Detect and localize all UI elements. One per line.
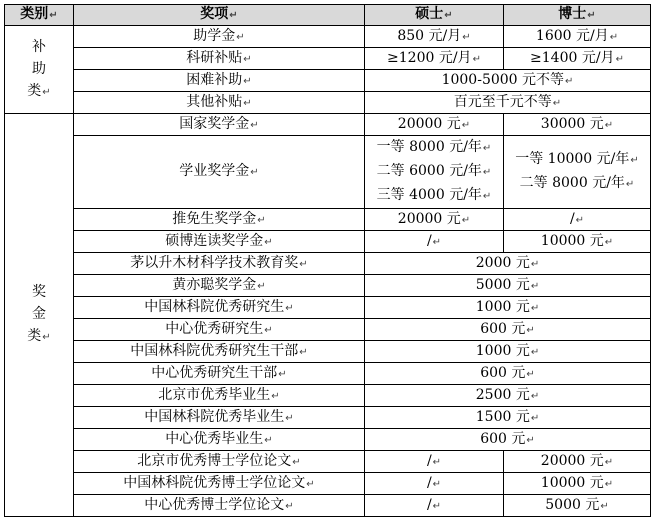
table-row bbox=[5, 407, 651, 429]
item-cell: 科研补贴↵ bbox=[74, 48, 365, 70]
doctor-cell: 30000 元↵ bbox=[504, 114, 651, 136]
merged-cell: 1500 元↵ bbox=[365, 407, 651, 429]
item-cell: 困难补助↵ bbox=[74, 70, 365, 92]
merged-cell: 百元至千元不等↵ bbox=[365, 92, 651, 114]
table-row bbox=[5, 385, 651, 407]
merged-cell: 1000 元↵ bbox=[365, 297, 651, 319]
item-cell: 学业奖学金↵ bbox=[74, 136, 365, 209]
category-subsidy: 补 助 类↵ bbox=[5, 26, 74, 114]
merged-cell: 600 元↵ bbox=[365, 363, 651, 385]
item-cell: 国家奖学金↵ bbox=[74, 114, 365, 136]
table-row bbox=[5, 26, 651, 48]
item-cell: 中心优秀毕业生↵ bbox=[74, 429, 365, 451]
doctor-cell: 10000 元↵ bbox=[504, 473, 651, 495]
item-cell: 中心优秀研究生↵ bbox=[74, 319, 365, 341]
table-row bbox=[5, 136, 651, 209]
item-cell: 茅以升木材科学技术教育奖↵ bbox=[74, 253, 365, 275]
item-cell: 助学金↵ bbox=[74, 26, 365, 48]
table-row bbox=[5, 114, 651, 136]
table-row bbox=[5, 231, 651, 253]
merged-cell: 600 元↵ bbox=[365, 429, 651, 451]
header-master: 硕士↵ bbox=[365, 5, 504, 26]
item-cell: 北京市优秀毕业生↵ bbox=[74, 385, 365, 407]
header-item: 奖项↵ bbox=[74, 5, 365, 26]
table-row bbox=[5, 363, 651, 385]
doctor-cell: 20000 元↵ bbox=[504, 451, 651, 473]
doctor-cell: 5000 元↵ bbox=[504, 495, 651, 517]
item-cell: 黄亦聪奖学金↵ bbox=[74, 275, 365, 297]
item-cell: 中国林科院优秀研究生↵ bbox=[74, 297, 365, 319]
merged-cell: 1000-5000 元不等↵ bbox=[365, 70, 651, 92]
master-cell: 一等 8000 元/年↵ 二等 6000 元/年↵ 三等 4000 元/年↵ bbox=[365, 136, 504, 209]
master-cell: 20000 元↵ bbox=[365, 209, 504, 231]
table-row bbox=[5, 92, 651, 114]
merged-cell: 1000 元↵ bbox=[365, 341, 651, 363]
table-row bbox=[5, 319, 651, 341]
master-cell: ≥1200 元/月↵ bbox=[365, 48, 504, 70]
table-row bbox=[5, 253, 651, 275]
master-cell: /↵ bbox=[365, 473, 504, 495]
doctor-cell: 一等 10000 元/年↵ 二等 8000 元/年↵ bbox=[504, 136, 651, 209]
merged-cell: 2500 元↵ bbox=[365, 385, 651, 407]
table-row bbox=[5, 429, 651, 451]
table-row bbox=[5, 209, 651, 231]
scholarship-table bbox=[4, 4, 651, 517]
doctor-cell: ≥1400 元/月↵ bbox=[504, 48, 651, 70]
master-cell: 850 元/月↵ bbox=[365, 26, 504, 48]
table-row bbox=[5, 451, 651, 473]
master-cell: /↵ bbox=[365, 495, 504, 517]
doctor-cell: 1600 元/月↵ bbox=[504, 26, 651, 48]
table-row bbox=[5, 473, 651, 495]
item-cell: 中国林科院优秀博士学位论文↵ bbox=[74, 473, 365, 495]
header-category: 类别↵ bbox=[5, 5, 74, 26]
category-awards: 奖 金 类↵ bbox=[5, 114, 74, 517]
header-doctor: 博士↵ bbox=[504, 5, 651, 26]
header-row bbox=[5, 5, 651, 26]
item-cell: 硕博连读奖学金↵ bbox=[74, 231, 365, 253]
item-cell: 北京市优秀博士学位论文↵ bbox=[74, 451, 365, 473]
table-row bbox=[5, 297, 651, 319]
item-cell: 中国林科院优秀毕业生↵ bbox=[74, 407, 365, 429]
table-row bbox=[5, 495, 651, 517]
master-cell: /↵ bbox=[365, 451, 504, 473]
doctor-cell: 10000 元↵ bbox=[504, 231, 651, 253]
doctor-cell: /↵ bbox=[504, 209, 651, 231]
table-row bbox=[5, 48, 651, 70]
merged-cell: 2000 元↵ bbox=[365, 253, 651, 275]
table-row bbox=[5, 341, 651, 363]
item-cell: 中国林科院优秀研究生干部↵ bbox=[74, 341, 365, 363]
table-row bbox=[5, 275, 651, 297]
item-cell: 其他补贴↵ bbox=[74, 92, 365, 114]
table-row bbox=[5, 70, 651, 92]
merged-cell: 600 元↵ bbox=[365, 319, 651, 341]
master-cell: 20000 元↵ bbox=[365, 114, 504, 136]
merged-cell: 5000 元↵ bbox=[365, 275, 651, 297]
master-cell: /↵ bbox=[365, 231, 504, 253]
item-cell: 推免生奖学金↵ bbox=[74, 209, 365, 231]
item-cell: 中心优秀研究生干部↵ bbox=[74, 363, 365, 385]
item-cell: 中心优秀博士学位论文↵ bbox=[74, 495, 365, 517]
